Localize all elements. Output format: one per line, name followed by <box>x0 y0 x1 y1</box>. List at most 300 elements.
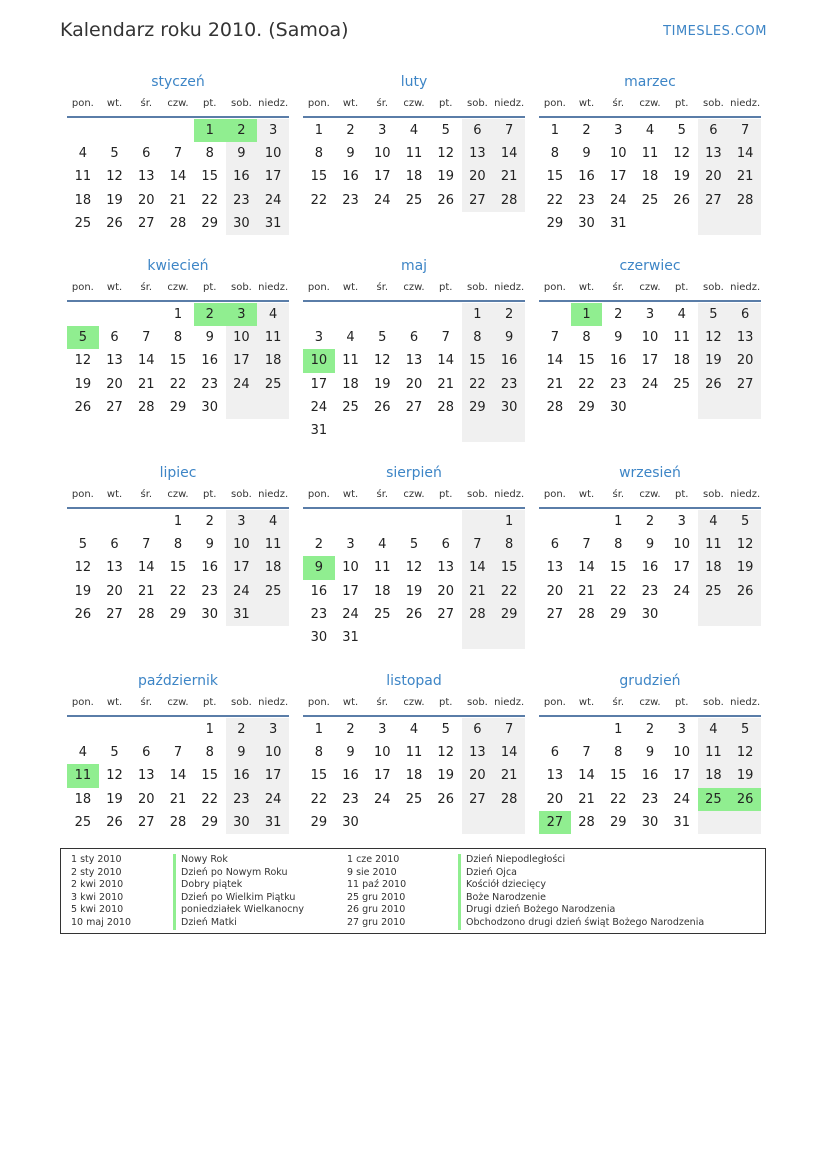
weekday-label: śr. <box>140 697 153 708</box>
day-cell: 22 <box>201 791 218 807</box>
day-cell: 7 <box>582 745 591 761</box>
empty-day-cell <box>493 811 525 834</box>
empty-day-cell <box>666 603 698 626</box>
day-cell: 15 <box>201 768 218 784</box>
day-grid <box>539 718 761 834</box>
empty-day-cell <box>366 811 398 834</box>
day-cell: 29 <box>169 399 187 415</box>
weekday-label: niedz. <box>494 697 525 708</box>
day-cell: 21 <box>493 165 525 188</box>
day-cell: 5 <box>110 146 119 162</box>
day-grid <box>67 510 289 626</box>
empty-day-cell <box>398 419 430 442</box>
day-cell: 16 <box>342 768 359 784</box>
weekday-label: sob. <box>230 489 252 500</box>
weekday-label: pt. <box>202 98 217 109</box>
day-cell: 25 <box>374 606 391 622</box>
day-cell: 6 <box>441 537 450 553</box>
weekday-label: pt. <box>438 98 453 109</box>
empty-day-cell <box>729 811 761 834</box>
day-cell: 21 <box>169 192 187 208</box>
day-cell: 25 <box>405 791 423 807</box>
empty-day-cell <box>162 718 194 741</box>
weekday-label: czw. <box>167 489 189 500</box>
weekday-header <box>539 483 761 509</box>
day-cell: 30 <box>610 399 627 415</box>
day-cell: 9 <box>614 330 623 346</box>
day-cell: 3 <box>257 718 289 741</box>
day-cell: 30 <box>342 814 359 830</box>
weekday-header <box>67 691 289 717</box>
day-cell: 14 <box>169 768 187 784</box>
day-cell: 10 <box>226 326 258 349</box>
day-cell: 9 <box>346 146 355 162</box>
legend-names-right <box>458 854 704 930</box>
day-cell: 10 <box>226 533 258 556</box>
day-cell: 21 <box>138 583 155 599</box>
day-cell: 9 <box>226 142 258 165</box>
day-cell: 4 <box>378 537 387 553</box>
day-cell: 8 <box>614 537 623 553</box>
day-cell: 18 <box>641 169 659 185</box>
day-cell: 9 <box>645 745 655 761</box>
weekday-label: pt. <box>438 697 453 708</box>
holiday-day-cell: 25 <box>698 788 730 811</box>
empty-day-cell <box>698 603 730 626</box>
day-cell: 13 <box>546 560 564 576</box>
month-title: lipiec <box>159 465 197 481</box>
weekday-label: niedz. <box>258 489 289 500</box>
empty-day-cell <box>698 811 730 834</box>
day-cell: 10 <box>610 146 627 162</box>
weekday-header <box>67 483 289 509</box>
day-cell: 26 <box>74 399 92 415</box>
day-cell: 24 <box>257 189 289 212</box>
month-title: wrzesień <box>619 465 681 481</box>
day-cell: 17 <box>374 169 391 185</box>
legend-date: 9 sie 2010 <box>347 866 397 878</box>
weekday-label: wt. <box>578 282 595 293</box>
weekday-header <box>303 483 525 509</box>
day-grid <box>67 718 289 834</box>
day-cell: 12 <box>106 169 123 185</box>
day-cell: 6 <box>110 537 119 553</box>
day-cell: 2 <box>645 722 655 737</box>
day-cell: 7 <box>142 330 151 346</box>
day-cell: 5 <box>409 537 419 553</box>
day-cell: 11 <box>405 745 423 761</box>
day-cell: 20 <box>437 583 454 599</box>
day-cell: 12 <box>74 560 92 576</box>
weekday-label: pt. <box>674 697 689 708</box>
day-cell: 20 <box>546 791 564 807</box>
day-cell: 24 <box>310 399 328 415</box>
empty-day-cell <box>430 303 462 326</box>
month-block <box>303 671 525 834</box>
empty-day-cell <box>226 396 258 419</box>
month-title: czerwiec <box>619 258 681 274</box>
day-cell: 1 <box>462 303 494 326</box>
day-cell: 9 <box>346 745 355 761</box>
empty-day-cell <box>130 510 162 533</box>
day-cell: 6 <box>462 119 494 142</box>
empty-day-cell <box>257 396 289 419</box>
holiday-day-cell: 5 <box>67 326 99 349</box>
day-cell: 24 <box>610 192 627 208</box>
day-cell: 13 <box>546 768 564 784</box>
day-cell: 16 <box>201 560 218 576</box>
day-cell: 21 <box>578 583 595 599</box>
day-cell: 11 <box>374 560 391 576</box>
day-cell: 19 <box>698 349 730 372</box>
day-cell: 10 <box>641 330 659 346</box>
legend-date: 2 kwi 2010 <box>71 879 124 891</box>
site-logo[interactable]: TIMESLES.COM <box>663 24 767 39</box>
day-cell: 13 <box>138 169 155 185</box>
day-cell: 16 <box>610 353 627 369</box>
day-cell: 10 <box>374 745 391 761</box>
day-cell: 12 <box>106 768 123 784</box>
day-cell: 7 <box>493 119 525 142</box>
day-cell: 3 <box>314 330 323 346</box>
weekday-label: sob. <box>230 98 252 109</box>
legend-holiday-name: Dzień Matki <box>181 916 237 928</box>
weekday-label: śr. <box>612 697 625 708</box>
month-block <box>67 72 289 235</box>
empty-day-cell <box>67 119 99 142</box>
day-cell: 2 <box>645 514 655 529</box>
day-cell: 7 <box>142 537 151 553</box>
weekday-label: pon. <box>71 697 94 708</box>
legend-date: 2 sty 2010 <box>71 866 122 878</box>
weekday-label: pt. <box>202 697 217 708</box>
day-cell: 16 <box>493 349 525 372</box>
day-cell: 28 <box>729 189 761 212</box>
day-cell: 17 <box>310 376 328 392</box>
day-cell: 3 <box>378 123 387 138</box>
day-cell: 3 <box>677 514 686 529</box>
day-cell: 21 <box>138 376 155 392</box>
weekday-label: śr. <box>140 98 153 109</box>
day-cell: 3 <box>226 510 258 533</box>
weekday-label: wt. <box>578 697 595 708</box>
day-cell: 15 <box>493 556 525 579</box>
day-cell: 20 <box>405 376 423 392</box>
day-cell: 28 <box>169 814 187 830</box>
legend-dates-left <box>71 854 131 930</box>
day-cell: 13 <box>405 353 423 369</box>
day-cell: 18 <box>405 768 423 784</box>
weekday-label: sob. <box>466 697 488 708</box>
legend-holiday-name: Kościół dziecięcy <box>466 879 546 891</box>
empty-day-cell <box>462 419 494 442</box>
weekday-label: niedz. <box>730 697 761 708</box>
day-cell: 1 <box>614 722 623 737</box>
day-cell: 20 <box>462 764 494 787</box>
day-cell: 2 <box>205 514 214 529</box>
day-cell: 6 <box>698 119 730 142</box>
empty-day-cell <box>335 510 367 533</box>
day-cell: 27 <box>138 814 155 830</box>
day-cell: 17 <box>673 768 690 784</box>
legend-date: 25 gru 2010 <box>347 891 406 903</box>
day-cell: 22 <box>610 791 627 807</box>
day-cell: 25 <box>257 373 289 396</box>
day-cell: 12 <box>405 560 423 576</box>
weekday-label: wt. <box>106 489 123 500</box>
holiday-day-cell: 11 <box>67 764 99 787</box>
weekday-label: sob. <box>702 98 724 109</box>
day-cell: 25 <box>257 580 289 603</box>
day-cell: 11 <box>257 533 289 556</box>
day-cell: 6 <box>550 745 559 761</box>
weekday-label: pt. <box>202 489 217 500</box>
day-cell: 1 <box>314 722 323 737</box>
empty-day-cell <box>493 419 525 442</box>
day-cell: 28 <box>493 189 525 212</box>
weekday-label: pon. <box>543 697 566 708</box>
day-cell: 4 <box>257 510 289 533</box>
empty-day-cell <box>462 811 494 834</box>
day-grid <box>539 510 761 626</box>
day-cell: 18 <box>405 169 423 185</box>
day-cell: 23 <box>493 373 525 396</box>
day-cell: 23 <box>342 192 359 208</box>
weekday-label: sob. <box>230 697 252 708</box>
day-cell: 15 <box>578 353 595 369</box>
day-cell: 13 <box>106 353 123 369</box>
holiday-day-cell: 9 <box>303 556 335 579</box>
day-cell: 20 <box>546 583 564 599</box>
weekday-label: sob. <box>466 282 488 293</box>
weekday-label: czw. <box>403 282 425 293</box>
day-cell: 28 <box>138 399 155 415</box>
day-cell: 29 <box>462 396 494 419</box>
weekday-label: sob. <box>702 697 724 708</box>
weekday-label: niedz. <box>494 282 525 293</box>
day-cell: 15 <box>462 349 494 372</box>
day-cell: 19 <box>374 376 391 392</box>
weekday-label: śr. <box>612 282 625 293</box>
legend-holiday-name: Dobry piątek <box>181 879 243 891</box>
day-cell: 31 <box>257 212 289 235</box>
weekday-label: wt. <box>106 697 123 708</box>
empty-day-cell <box>257 603 289 626</box>
weekday-label: wt. <box>342 489 359 500</box>
day-cell: 18 <box>257 349 289 372</box>
day-cell: 15 <box>310 768 328 784</box>
day-cell: 24 <box>342 606 359 622</box>
day-cell: 24 <box>641 376 659 392</box>
empty-day-cell <box>99 510 131 533</box>
weekday-header <box>539 691 761 717</box>
day-cell: 4 <box>257 303 289 326</box>
day-cell: 8 <box>462 326 494 349</box>
day-cell: 30 <box>201 606 218 622</box>
day-cell: 14 <box>138 560 155 576</box>
day-cell: 9 <box>226 741 258 764</box>
day-cell: 26 <box>673 192 690 208</box>
weekday-label: niedz. <box>730 98 761 109</box>
day-cell: 18 <box>74 192 92 208</box>
day-cell: 1 <box>614 514 623 529</box>
day-cell: 25 <box>641 192 659 208</box>
weekday-label: czw. <box>167 697 189 708</box>
empty-day-cell <box>430 626 462 649</box>
day-cell: 18 <box>342 376 359 392</box>
weekday-label: pt. <box>438 282 453 293</box>
day-cell: 10 <box>374 146 391 162</box>
legend-names-left <box>173 854 304 930</box>
day-cell: 8 <box>550 146 559 162</box>
empty-day-cell <box>130 303 162 326</box>
day-cell: 9 <box>645 537 655 553</box>
day-cell: 17 <box>374 768 391 784</box>
legend-date: 11 paź 2010 <box>347 879 407 891</box>
weekday-header <box>67 92 289 118</box>
day-grid <box>67 303 289 419</box>
day-cell: 14 <box>437 353 454 369</box>
month-title: kwiecień <box>147 258 209 274</box>
empty-day-cell <box>398 510 430 533</box>
legend-holiday-name: Dzień po Wielkim Piątku <box>181 891 296 903</box>
legend-date: 27 gru 2010 <box>347 916 406 928</box>
day-cell: 19 <box>106 192 123 208</box>
day-cell: 26 <box>729 580 761 603</box>
day-cell: 25 <box>74 215 92 231</box>
day-cell: 22 <box>169 376 187 392</box>
day-cell: 19 <box>673 169 690 185</box>
day-cell: 29 <box>610 606 627 622</box>
weekday-label: pt. <box>674 282 689 293</box>
day-cell: 26 <box>437 192 454 208</box>
day-cell: 22 <box>462 373 494 396</box>
day-cell: 1 <box>205 722 214 737</box>
day-cell: 23 <box>610 376 627 392</box>
day-cell: 14 <box>578 768 595 784</box>
day-cell: 28 <box>578 606 595 622</box>
day-cell: 30 <box>641 606 659 622</box>
holiday-day-cell: 10 <box>303 349 335 372</box>
day-cell: 13 <box>106 560 123 576</box>
day-cell: 23 <box>641 791 659 807</box>
day-cell: 11 <box>257 326 289 349</box>
day-cell: 12 <box>729 741 761 764</box>
day-cell: 9 <box>205 330 214 346</box>
empty-day-cell <box>634 212 666 235</box>
day-cell: 6 <box>142 146 151 162</box>
weekday-label: niedz. <box>258 697 289 708</box>
day-cell: 4 <box>78 146 87 162</box>
legend-holiday-name: Boże Narodzenie <box>466 891 546 903</box>
day-cell: 23 <box>641 583 659 599</box>
weekday-label: niedz. <box>258 98 289 109</box>
weekday-label: niedz. <box>494 489 525 500</box>
day-cell: 5 <box>78 537 87 553</box>
day-cell: 24 <box>374 192 391 208</box>
weekday-label: niedz. <box>730 282 761 293</box>
day-cell: 5 <box>729 510 761 533</box>
month-block <box>539 671 761 834</box>
empty-day-cell <box>634 396 666 419</box>
weekday-label: czw. <box>403 98 425 109</box>
day-cell: 20 <box>138 192 155 208</box>
empty-day-cell <box>335 303 367 326</box>
day-cell: 27 <box>437 606 454 622</box>
day-cell: 15 <box>169 560 187 576</box>
day-cell: 29 <box>493 603 525 626</box>
day-cell: 14 <box>138 353 155 369</box>
day-cell: 28 <box>546 399 564 415</box>
day-grid <box>303 119 525 212</box>
day-cell: 6 <box>142 745 151 761</box>
day-cell: 14 <box>729 142 761 165</box>
empty-day-cell <box>666 212 698 235</box>
day-cell: 2 <box>346 722 355 737</box>
day-cell: 14 <box>578 560 595 576</box>
legend-holiday-name: Obchodzono drugi dzień świąt Bożego Narodzenia <box>466 916 705 928</box>
weekday-label: czw. <box>167 282 189 293</box>
day-cell: 23 <box>342 791 359 807</box>
day-cell: 25 <box>74 814 92 830</box>
weekday-label: czw. <box>639 489 661 500</box>
day-cell: 16 <box>226 165 258 188</box>
day-cell: 4 <box>346 330 355 346</box>
day-cell: 20 <box>698 165 730 188</box>
day-cell: 30 <box>641 814 659 830</box>
day-cell: 20 <box>106 583 123 599</box>
day-cell: 31 <box>310 422 328 438</box>
empty-day-cell <box>430 811 462 834</box>
empty-day-cell <box>99 303 131 326</box>
day-cell: 17 <box>257 165 289 188</box>
empty-day-cell <box>366 626 398 649</box>
day-cell: 3 <box>257 119 289 142</box>
day-cell: 27 <box>462 189 494 212</box>
legend-holiday-name: poniedziałek Wielkanocny <box>181 904 305 916</box>
day-cell: 2 <box>582 123 591 138</box>
day-cell: 6 <box>409 330 419 346</box>
day-cell: 30 <box>226 811 258 834</box>
month-title: luty <box>400 74 428 90</box>
empty-day-cell <box>67 510 99 533</box>
day-cell: 30 <box>310 629 328 645</box>
empty-day-cell <box>162 119 194 142</box>
day-cell: 26 <box>106 814 123 830</box>
day-cell: 14 <box>493 741 525 764</box>
day-cell: 10 <box>257 142 289 165</box>
empty-day-cell <box>666 396 698 419</box>
legend-date: 1 sty 2010 <box>71 854 122 865</box>
day-cell: 25 <box>698 580 730 603</box>
day-cell: 22 <box>310 791 328 807</box>
day-cell: 6 <box>729 303 761 326</box>
day-grid <box>303 510 525 649</box>
day-cell: 8 <box>173 330 183 346</box>
empty-day-cell <box>493 626 525 649</box>
weekday-label: śr. <box>376 282 389 293</box>
day-cell: 25 <box>342 399 359 415</box>
day-cell: 22 <box>578 376 595 392</box>
day-cell: 7 <box>462 533 494 556</box>
day-cell: 5 <box>441 123 450 138</box>
empty-day-cell <box>430 419 462 442</box>
empty-day-cell <box>539 303 571 326</box>
day-cell: 12 <box>437 146 454 162</box>
day-cell: 24 <box>673 791 690 807</box>
month-block <box>539 463 761 626</box>
weekday-label: sob. <box>702 282 724 293</box>
